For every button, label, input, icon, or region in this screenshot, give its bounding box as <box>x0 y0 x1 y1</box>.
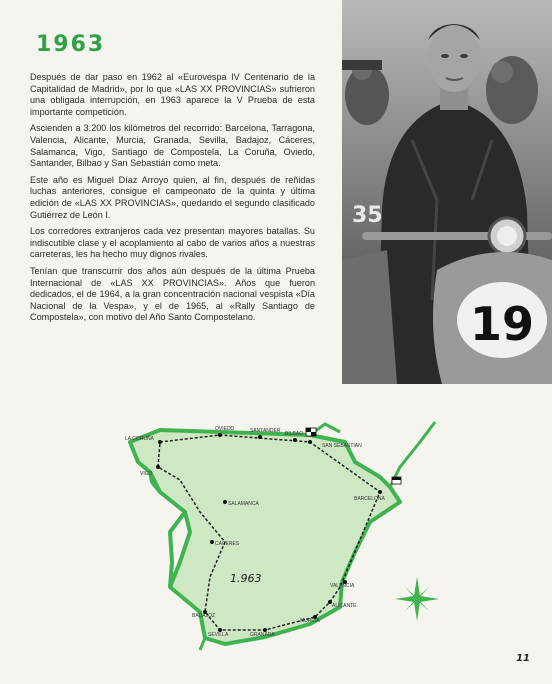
label-oviedo: OVIEDO <box>215 426 235 432</box>
label-salamanca: SALAMANCA <box>228 501 259 507</box>
label-valencia: VALENCIA <box>330 583 355 589</box>
city-dot-santander <box>258 435 262 439</box>
city-dot-salamanca <box>223 500 227 504</box>
label-murcia: MURCIA <box>300 618 320 624</box>
year-heading: 1963 <box>36 32 106 57</box>
city-dot-bilbao <box>293 438 297 442</box>
label-san-sebastian: SAN SEBASTIAN <box>322 443 362 449</box>
label-santander: SANTANDER <box>250 428 281 434</box>
rider-photo <box>342 0 552 384</box>
label-vigo: VIGO <box>140 471 153 477</box>
side-number: 35 <box>352 203 383 228</box>
paragraph-2: Ascienden a 3.200 los kilómetros del recorrido: Barcelona, Tarragona, Valencia, Alicante, Murcia, Granada, Sevilla, Badajoz, Cáceres, Salamanca, Vigo, Santiago de Compostela, La Coruña, Oviedo, Santander, Bilbao y San Sebastián como meta. <box>30 123 315 169</box>
map-year-label: 1.963 <box>230 572 262 585</box>
compass-rose-icon <box>395 577 439 621</box>
city-dot-barcelona <box>378 490 382 494</box>
label-caceres: CACERES <box>215 541 240 547</box>
label-coruna: LA CORUÑA <box>125 436 154 442</box>
route-map <box>100 402 450 672</box>
plate-number: 19 <box>469 297 535 351</box>
paragraph-5: Tenían que transcurrir dos años aún después de la última Prueba Internacional de «LAS XX PROVINCIAS». Años que fueron dedicados, el de 1964, a la gran concentración nacional vespista «Día Nacional de la Vespa», y el de 1965, al «Rally Santiago de Compostela», con motivo del Año Santo Compostelano. <box>30 265 315 323</box>
label-bilbao: BILBAO <box>285 431 304 437</box>
label-granada: GRANADA <box>250 632 275 638</box>
label-sevilla: SEVILLA <box>208 632 229 638</box>
article-body <box>30 72 315 329</box>
finish-flag-icon <box>306 428 316 436</box>
label-barcelona: BARCELONA <box>354 496 385 502</box>
city-dot-oviedo <box>218 433 222 437</box>
label-alicante: ALICANTE <box>332 603 357 609</box>
city-dot-san-sebastian <box>308 440 312 444</box>
paragraph-1: Después de dar paso en 1962 al «Eurovespa IV Centenario de la Capitalidad de Madrid», por lo que «LAS XX PROVINCIAS» sufrieron una obligada interrupción, en 1963 aparece la V Prueba de esta importante competición. <box>30 72 315 117</box>
label-badajoz: BADAJOZ <box>192 613 216 619</box>
city-dot-coruna <box>158 440 162 444</box>
start-flag-icon <box>392 477 401 484</box>
city-dot-caceres <box>210 540 214 544</box>
paragraph-4: Los corredores extranjeros cada vez presentan mayores batallas. Su indiscutible clase y el acoplamiento al cabo de varios años a nuestras carreteras, les ha hecho muy dignos rivales. <box>30 226 315 260</box>
city-dot-vigo <box>156 465 160 469</box>
page-number: 11 <box>516 653 530 664</box>
paragraph-3: Este año es Miguel Díaz Arroyo quien, al fin, después de reñidas luchas anteriores, consigue el campeonato de la quinta y última edición de «LAS XX PROVINCIAS», quedando el segundo clasificado Gutiérrez de León I. <box>30 174 315 220</box>
